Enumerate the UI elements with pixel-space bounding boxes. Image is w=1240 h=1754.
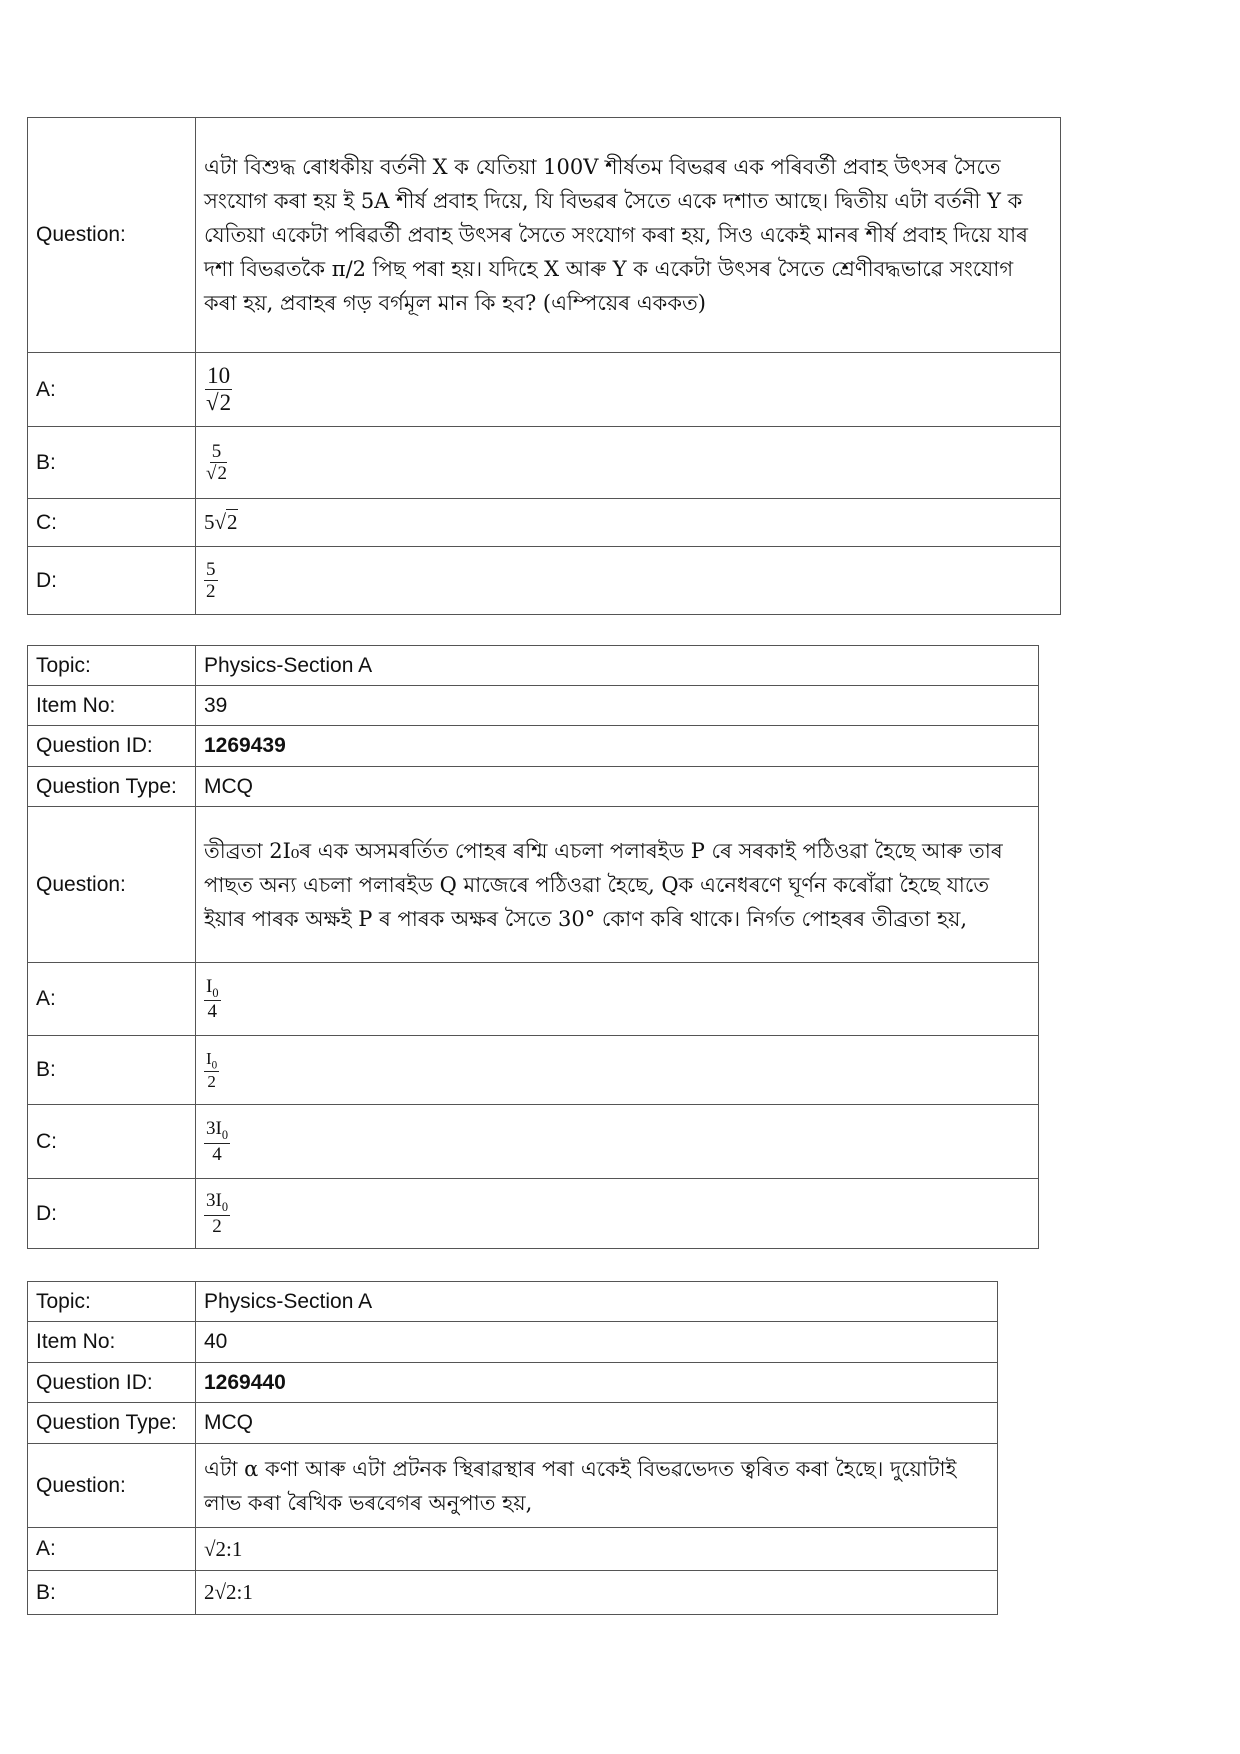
option-b xyxy=(196,1036,1039,1105)
question-type-label: Question Type: xyxy=(28,1403,196,1444)
question-table-39 xyxy=(27,645,1039,1249)
question-id-label: Question ID: xyxy=(28,1363,196,1403)
question-id-value: 1269439 xyxy=(196,726,1039,767)
option-c-label: C: xyxy=(28,499,196,547)
question-label: Question: xyxy=(28,118,196,353)
option-d xyxy=(196,1179,1039,1249)
option-b-formula: $\frac{I_0}{2}$ xyxy=(206,1048,218,1092)
topic-label: Topic: xyxy=(28,1282,196,1322)
question-label: Question: xyxy=(28,1444,196,1528)
option-c-formula: $\frac{3I_0}{4}$ xyxy=(206,1118,228,1165)
option-a-formula: $\frac{I_0}{4}$ xyxy=(206,975,219,1023)
question-label: Question: xyxy=(28,807,196,963)
question-type-value: MCQ xyxy=(196,767,1039,807)
topic-label: Topic: xyxy=(28,646,196,686)
option-d xyxy=(196,547,1061,615)
item-no-label: Item No: xyxy=(28,686,196,726)
option-a xyxy=(196,353,1061,427)
item-no-value: 39 xyxy=(196,686,1039,726)
topic-value: Physics-Section A xyxy=(196,646,1039,686)
option-b-label: B: xyxy=(28,427,196,499)
option-c: 5√2 xyxy=(196,499,1061,547)
option-b xyxy=(196,427,1061,499)
question-type-label: Question Type: xyxy=(28,767,196,807)
option-b-label: B: xyxy=(28,1036,196,1105)
option-a: √2:1 xyxy=(196,1528,998,1571)
question-text: তীব্ৰতা 2I₀ৰ এক অসমৰৰ্তিত পোহৰ ৰশ্মি এচলা পলাৰইড P ৰে সৰকাই পঠিওৱা হৈছে আৰু তাৰ পাছত অন্য এচলা পলাৰইড Q মাজেৰে পঠিওৱা হৈছে, Qক এনেধৰণে ঘূৰ্ণন কৰোঁৱা হৈছে যাতে ইয়াৰ পাৰক অক্ষই P ৰ পাৰক অক্ষৰ সৈতে 30° কোণ কৰি থাকে। নিৰ্গত পোহৰৰ তীব্ৰতা হয়, xyxy=(196,807,1039,963)
option-b-label: B: xyxy=(28,1571,196,1615)
option-b: 2√2:1 xyxy=(196,1571,998,1615)
option-a-label: A: xyxy=(28,963,196,1036)
topic-value: Physics-Section A xyxy=(196,1282,998,1322)
item-no-label: Item No: xyxy=(28,1322,196,1363)
option-c xyxy=(196,1105,1039,1179)
question-id-label: Question ID: xyxy=(28,726,196,767)
option-b-formula: $\frac{5}{√2}$ xyxy=(206,440,227,484)
option-a xyxy=(196,963,1039,1036)
option-d-formula: $\frac{5}{2}$ xyxy=(206,558,216,602)
question-table-40 xyxy=(27,1281,998,1615)
question-type-value: MCQ xyxy=(196,1403,998,1444)
option-d-label: D: xyxy=(28,1179,196,1249)
option-d-formula: $\frac{3I_0}{2}$ xyxy=(206,1190,228,1237)
question-text: এটা α কণা আৰু এটা প্ৰটনক স্থিৰাৱস্থাৰ পৰা একেই বিভৱভেদত ত্বৰিত কৰা হৈছে। দুয়োটাই লাভ কৰা ৰৈখিক ভৰবেগৰ অনুপাত হয়, xyxy=(196,1444,998,1528)
question-text: এটা বিশুদ্ধ ৰোধকীয় বৰ্তনী X ক যেতিয়া 100V শীৰ্ষতম বিভৱৰ এক পৰিবৰ্তী প্ৰবাহ উৎসৰ সৈতে সংযোগ কৰা হয় ই 5A শীৰ্ষ প্ৰবাহ দিয়ে, যি বিভৱৰ সৈতে একে দশাত আছে। দ্বিতীয় এটা বৰ্তনী Y ক যেতিয়া একেটা পৰিৱৰ্তী প্ৰবাহ উৎসৰ সৈতে সংযোগ কৰা হয়, সিও একেই মানৰ শীৰ্ষ প্ৰবাহ দিয়ে যাৰ দশা বিভৱতকৈ π/2 পিছ পৰা হয়। যদিহে X আৰু Y ক একেটা উৎসৰ সৈতে শ্ৰেণীবদ্ধভাৱে সংযোগ কৰা হয়, প্ৰবাহৰ গড় বৰ্গমূল মান কি হব? (এম্পিয়েৰ এককত) xyxy=(196,118,1061,353)
option-a-formula: $\frac{10}{√2}$ xyxy=(206,363,232,415)
question-id-value: 1269440 xyxy=(196,1363,998,1403)
option-a-label: A: xyxy=(28,1528,196,1571)
question-table-38 xyxy=(27,117,1061,615)
option-d-label: D: xyxy=(28,547,196,615)
option-c-label: C: xyxy=(28,1105,196,1179)
item-no-value: 40 xyxy=(196,1322,998,1363)
option-a-label: A: xyxy=(28,353,196,427)
